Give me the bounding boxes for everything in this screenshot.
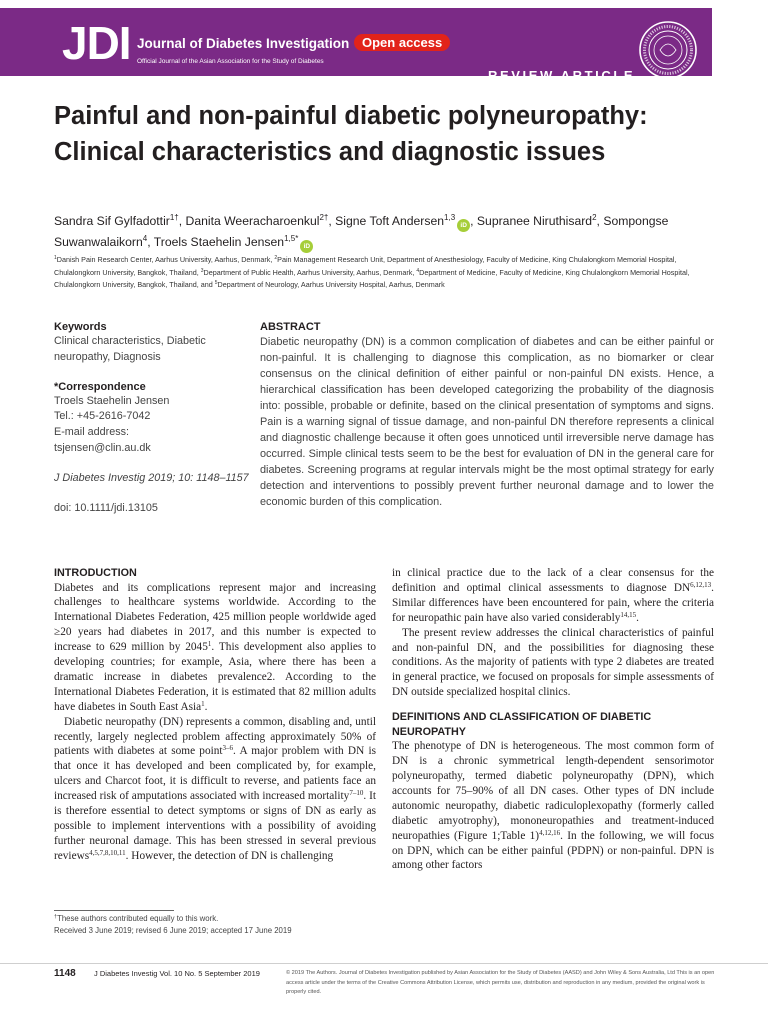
abstract-section bbox=[260, 320, 714, 510]
definitions-heading: DEFINITIONS AND CLASSIFICATION OF DIABETIC NEUROPATHY bbox=[392, 711, 652, 738]
footnote-divider bbox=[54, 910, 174, 911]
author-affiliation-mark: 2† bbox=[319, 213, 329, 222]
affiliation-number: 5 bbox=[214, 280, 218, 286]
affiliation-number: 1 bbox=[54, 255, 57, 261]
body-column-left bbox=[54, 566, 376, 864]
affiliation-number: 4 bbox=[416, 267, 420, 274]
keywords-heading: Keywords bbox=[54, 321, 107, 333]
abstract-heading: ABSTRACT bbox=[260, 321, 321, 333]
correspondence-phone: Tel.: +45-2616-7042 bbox=[54, 410, 151, 423]
affiliation-number: 2 bbox=[274, 255, 278, 261]
section-label: REVIEW ARTICLE bbox=[488, 68, 636, 83]
author-affiliation-mark: 2 bbox=[592, 213, 597, 222]
author-list: Sandra Sif Gylfadottir$^{1\dagger}$, Danita Weeracharoenkul$^{2\dagger}$, Signe Toft Andersen$^{1,3}$iD , Supranee Niruthisard$^2$, Sompongse Suwanwalaikorn$^4$, Troels Staehelin Jensen$^{1,5*}$iD bbox=[54, 211, 694, 253]
author-name: Sompongse Suwanwalaikorn bbox=[54, 214, 669, 249]
copyright-notice: © 2019 The Authors. Journal of Diabetes Investigation published by Asian Association for the Study of Diabetes (AASD) and John Wiley & Sons Australia, Ltd This is an open access article under the terms of the Creative Commons Attribution License, which permits use, distribution and reproduction in any medium, provided the original work is properly cited. bbox=[286, 970, 715, 995]
author-affiliation-mark: 1,3 bbox=[444, 213, 456, 222]
aasd-seal-icon bbox=[638, 20, 698, 80]
orcid-icon[interactable]: iD bbox=[300, 240, 313, 253]
correspondence-email-label: E-mail address: bbox=[54, 426, 130, 439]
body-column-right bbox=[392, 566, 714, 873]
abstract-text: Diabetic neuropathy (DN) is a common complication of diabetes and can be either painful or non-painful. It is challenging to diagnose this complication, as no biomarker or clear consensus on the clinical definition of either painful or non-painful DN exists. Hence, a hierarchical classification has been developed categorizing the probability of the diagnosis into: possible, probable or definite, based on the clinical presentation of symptoms and signs. Pain is a warning signal of tissue damage, and non-painful DN therefore represents a clinical and diagnostic challenge because it often goes unnoticed until irreversible nerve damage has occurred. Simple clinical tests seem to be the best for evaluation of DN in the general care for diabetes. Screening programs at regular intervals might be the most optimal strategy for early detection and interventions to possibly prevent further neuronal damage and to lower the economic burden of this complication. bbox=[260, 336, 714, 508]
footer-journal-info: J Diabetes Investig Vol. 10 No. 5 September 2019 bbox=[94, 969, 260, 978]
author-name: Signe Toft Andersen bbox=[335, 214, 445, 228]
jdi-logo: JDI bbox=[62, 17, 131, 69]
footnotes bbox=[54, 913, 376, 937]
author-name: Sandra Sif Gylfadottir bbox=[54, 214, 170, 228]
paragraph: The phenotype of DN is heterogeneous. The most common form of DN is a chronic symmetrical length-dependent sensorimotor polyneuropathy, termed diabetic polyneuropathy (DPN), which accounts for 75–90% of all DN cases. Other types of DN include autonomic neuropathy, diabetic radiculoplexopathy (formerly called diabetic amyotrophy), mononeuropathies and treatment-induced neuropathies (Figure 1;Table 1)$^{4,12,16}$. In the following, we will focus on DPN, which can be either painful (PDPN) or non-painful. DPN is among other factors bbox=[392, 740, 715, 872]
author-name: Supranee Niruthisard bbox=[476, 214, 593, 228]
correspondence-name: Troels Staehelin Jensen bbox=[54, 394, 170, 407]
correspondence-heading: *Correspondence bbox=[54, 380, 146, 393]
paragraph: Diabetes and its complications represent major and increasing challenges to healthcare systems worldwide. According to the International Diabetes Federation, 425 million people worldwide aged ≥20 years had diabetes in 2017, and this number is expected to increase to 629 million by 2045$^1$. This development also applies to developing countries; for example, Asia, where there has been a dramatic increase in diabetes prevalence2. According to the International Diabetes Federation, it is estimated that 82 million adults have diabetes in South East Asia$^1$. bbox=[54, 581, 376, 713]
affiliation-number: 3 bbox=[200, 267, 204, 274]
paragraph: in clinical practice due to the lack of a clear consensus for the definition and optimal clinical assessments to diagnose DN$^{6,12,13}$. Similar differences have been encountered for pain, where the criteria for neuropathic pain have also varied considerably$^{14,15}$. bbox=[392, 567, 714, 624]
open-access-badge: Open access bbox=[354, 34, 450, 51]
author-affiliation-mark: 1,5* bbox=[284, 234, 299, 243]
correspondence-email-link[interactable]: tsjensen@clin.au.dk bbox=[54, 441, 151, 454]
article-sidebar bbox=[54, 320, 249, 516]
paragraph: Diabetic neuropathy (DN) represents a common, disabling and, until recently, largely neglected problem affecting approximately 50% of patients with diabetes at some point$^{3-6}$. A major problem with DN is that once it has developed and been complicated by, for example, ulcers and Charcot foot, it is difficult to reverse, and patients face an increased risk of amputations associated with increased mortality$^{7-10}$. It is therefore essential to detect symptoms or signs of DN as early as possible to implement interventions with a possibility of avoiding further neuronal damage. This has been stressed in several previous reviews$^{4,5,7,8,10,11}$. However, the detection of DN is challenging bbox=[54, 715, 376, 862]
equal-contribution-note: †These authors contributed equally to this work. bbox=[54, 914, 219, 923]
affiliation-text: Danish Pain Research Center, Aarhus University, Aarhus, Denmark, bbox=[56, 255, 275, 264]
affiliations bbox=[54, 254, 714, 292]
page-number: 1148 bbox=[54, 968, 76, 979]
received-dates: Received 3 June 2019; revised 6 June 2019; accepted 17 June 2019 bbox=[54, 926, 292, 935]
journal-banner bbox=[0, 8, 712, 83]
article-title: Painful and non-painful diabetic polyneuropathy: Clinical characteristics and diagnostic issues bbox=[54, 102, 648, 166]
author-affiliation-mark: 4 bbox=[142, 234, 148, 243]
official-journal-line: Official Journal of the Asian Association for the Study of Diabetes bbox=[137, 58, 324, 65]
journal-name: Journal of Diabetes Investigation bbox=[137, 36, 350, 51]
paragraph: The present review addresses the clinical characteristics of painful and non-painful DN, and the possibilities for diagnosing these conditions. As the majority of patients with type 2 diabetes are treated in general practice, we focused on proposals for simple assessments of DN outside specialized hospital clinics. bbox=[392, 626, 714, 699]
keywords-list: Clinical characteristics, Diabetic neuropathy, Diagnosis bbox=[54, 335, 206, 363]
introduction-heading: INTRODUCTION bbox=[54, 567, 137, 579]
doi-link[interactable]: doi: 10.1111/jdi.13105 bbox=[54, 501, 158, 514]
author-name: Danita Weeracharoenkul bbox=[185, 214, 320, 228]
footer-divider bbox=[0, 963, 768, 964]
affiliation-text: Department of Public Health, Aarhus University, Aarhus, Denmark, bbox=[203, 267, 417, 277]
author-name: Troels Staehelin Jensen bbox=[153, 235, 285, 249]
affiliation-text: Pain Management Research Unit, Department of Anesthesiology, Faculty of Medicine, King Chulalongkorn Memorial Hospital, Chulalongkorn University, Bangkok, Thailand, bbox=[54, 255, 677, 277]
citation: J Diabetes Investig 2019; 10: 1148–1157 bbox=[54, 471, 249, 484]
affiliation-text: Department of Medicine, Faculty of Medicine, King Chulalongkorn Memorial Hospital, Chulalongkorn University, Bangkok, Thailand, and bbox=[54, 267, 690, 289]
orcid-icon[interactable]: iD bbox=[457, 219, 470, 232]
author-affiliation-mark: 1† bbox=[169, 213, 179, 222]
affiliation-text: Department of Neurology, Aarhus University Hospital, Aarhus, Denmark bbox=[217, 280, 445, 289]
